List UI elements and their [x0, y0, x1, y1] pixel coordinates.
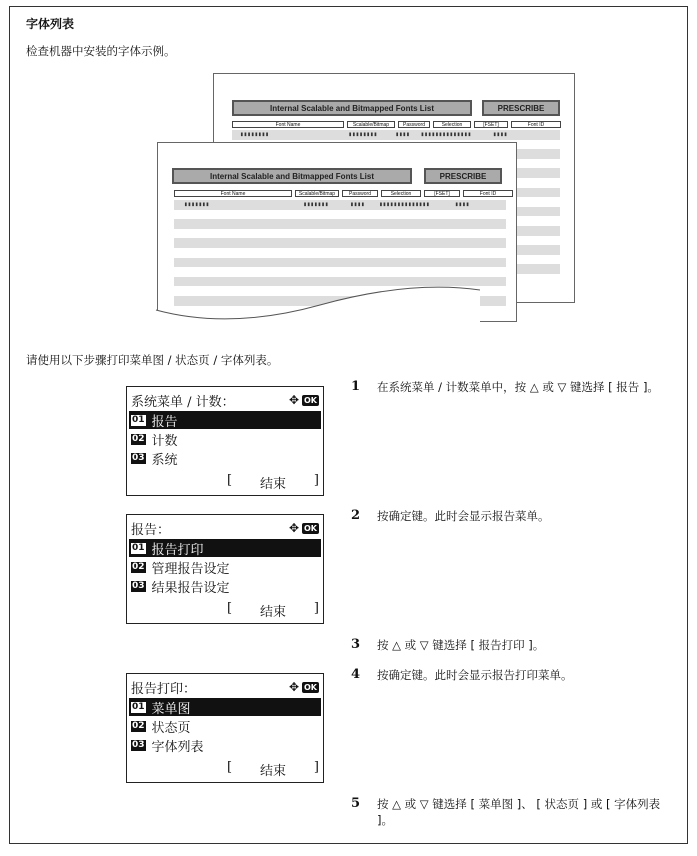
lcd-item-system[interactable]: 03 系统	[132, 452, 178, 468]
cross-arrows-icon: ✥	[288, 393, 299, 407]
ok-icon: OK	[304, 523, 317, 533]
lcd-title: 系统菜单 / 计数：	[131, 394, 235, 410]
lcd-title: 报告：	[131, 522, 171, 538]
lcd-item-menu-map[interactable]: 01 菜单图	[129, 698, 321, 716]
col-font-id: Font ID	[463, 190, 513, 197]
cross-arrows-icon: ✥	[288, 521, 299, 535]
lcd-item-font-list[interactable]: 03 字体列表	[132, 739, 204, 755]
ok-icon: OK	[304, 395, 317, 405]
lcd-panel-report-print	[126, 673, 324, 783]
sheet-header-title: Internal Scalable and Bitmapped Fonts List	[172, 168, 412, 184]
section-title: 字体列表	[26, 17, 75, 31]
lcd-item-admin-report-settings[interactable]: 02 管理报告设定	[132, 561, 230, 577]
sheet-header-brand: PRESCRIBE	[424, 168, 502, 184]
lcd-item-counter[interactable]: 02 计数	[132, 433, 178, 449]
col-scalable: Scalable/Bitmap	[295, 190, 339, 197]
step-3: 3 按 △ 或 ▽ 键选择 [ 报告打印 ]。	[351, 637, 545, 652]
lcd-end-button[interactable]: [ 结束 ]	[227, 473, 319, 492]
col-fset: [FSET]	[474, 121, 508, 128]
lcd-item-report-print[interactable]: 01 报告打印	[129, 539, 321, 557]
row-placeholder: ▮▮▮▮▮▮▮ ▮▮▮▮▮▮▮ ▮▮▮▮ ▮▮▮▮▮▮▮▮▮▮▮▮▮▮ ▮▮▮▮	[184, 201, 470, 208]
cross-arrows-icon: ✥	[288, 680, 299, 694]
col-scalable: Scalable/Bitmap	[347, 121, 395, 128]
col-font-name: Font Name	[232, 121, 344, 128]
lcd-end-button[interactable]: [ 结束 ]	[227, 760, 319, 779]
sheet-header-title: Internal Scalable and Bitmapped Fonts List	[232, 100, 472, 116]
steps-intro: 请使用以下步骤打印菜单图 / 状态页 / 字体列表。	[26, 353, 279, 367]
col-password: Password	[398, 121, 430, 128]
col-fset: [FSET]	[424, 190, 460, 197]
step-2: 2 按确定键。此时会显示报告菜单。	[351, 508, 550, 523]
lcd-panel-system-menu	[126, 386, 324, 496]
lcd-end-button[interactable]: [ 结束 ]	[227, 601, 319, 620]
sheet-columns	[174, 190, 513, 197]
intro-text: 检查机器中安装的字体示例。	[26, 44, 176, 58]
step-1: 1 在系统菜单 / 计数菜单中，按 △ 或 ▽ 键选择 [ 报告 ]。	[351, 379, 659, 394]
sheet-columns	[232, 121, 561, 128]
col-font-name: Font Name	[174, 190, 292, 197]
ok-icon: OK	[304, 682, 317, 692]
lcd-title: 报告打印：	[131, 681, 197, 697]
col-selection: Selection	[433, 121, 471, 128]
sheet-header-brand: PRESCRIBE	[482, 100, 560, 116]
step-4: 4 按确定键。此时会显示报告打印菜单。	[351, 667, 573, 682]
col-font-id: Font ID	[511, 121, 561, 128]
lcd-panel-report	[126, 514, 324, 624]
lcd-item-status-page[interactable]: 02 状态页	[132, 720, 191, 736]
lcd-item-result-report-settings[interactable]: 03 结果报告设定	[132, 580, 230, 596]
torn-edge-illustration	[150, 280, 580, 330]
lcd-item-report[interactable]: 01 报告	[129, 411, 321, 429]
col-selection: Selection	[381, 190, 421, 197]
row-placeholder: ▮▮▮▮▮▮▮▮ ▮▮▮▮▮▮▮▮ ▮▮▮▮ ▮▮▮▮▮▮▮▮▮▮▮▮▮▮ ▮▮▮▮	[240, 131, 508, 138]
col-password: Password	[342, 190, 378, 197]
step-5: 5 按 △ 或 ▽ 键选择 [ 菜单图 ]、 [ 状态页 ] 或 [ 字体列表 ]。	[351, 796, 661, 827]
